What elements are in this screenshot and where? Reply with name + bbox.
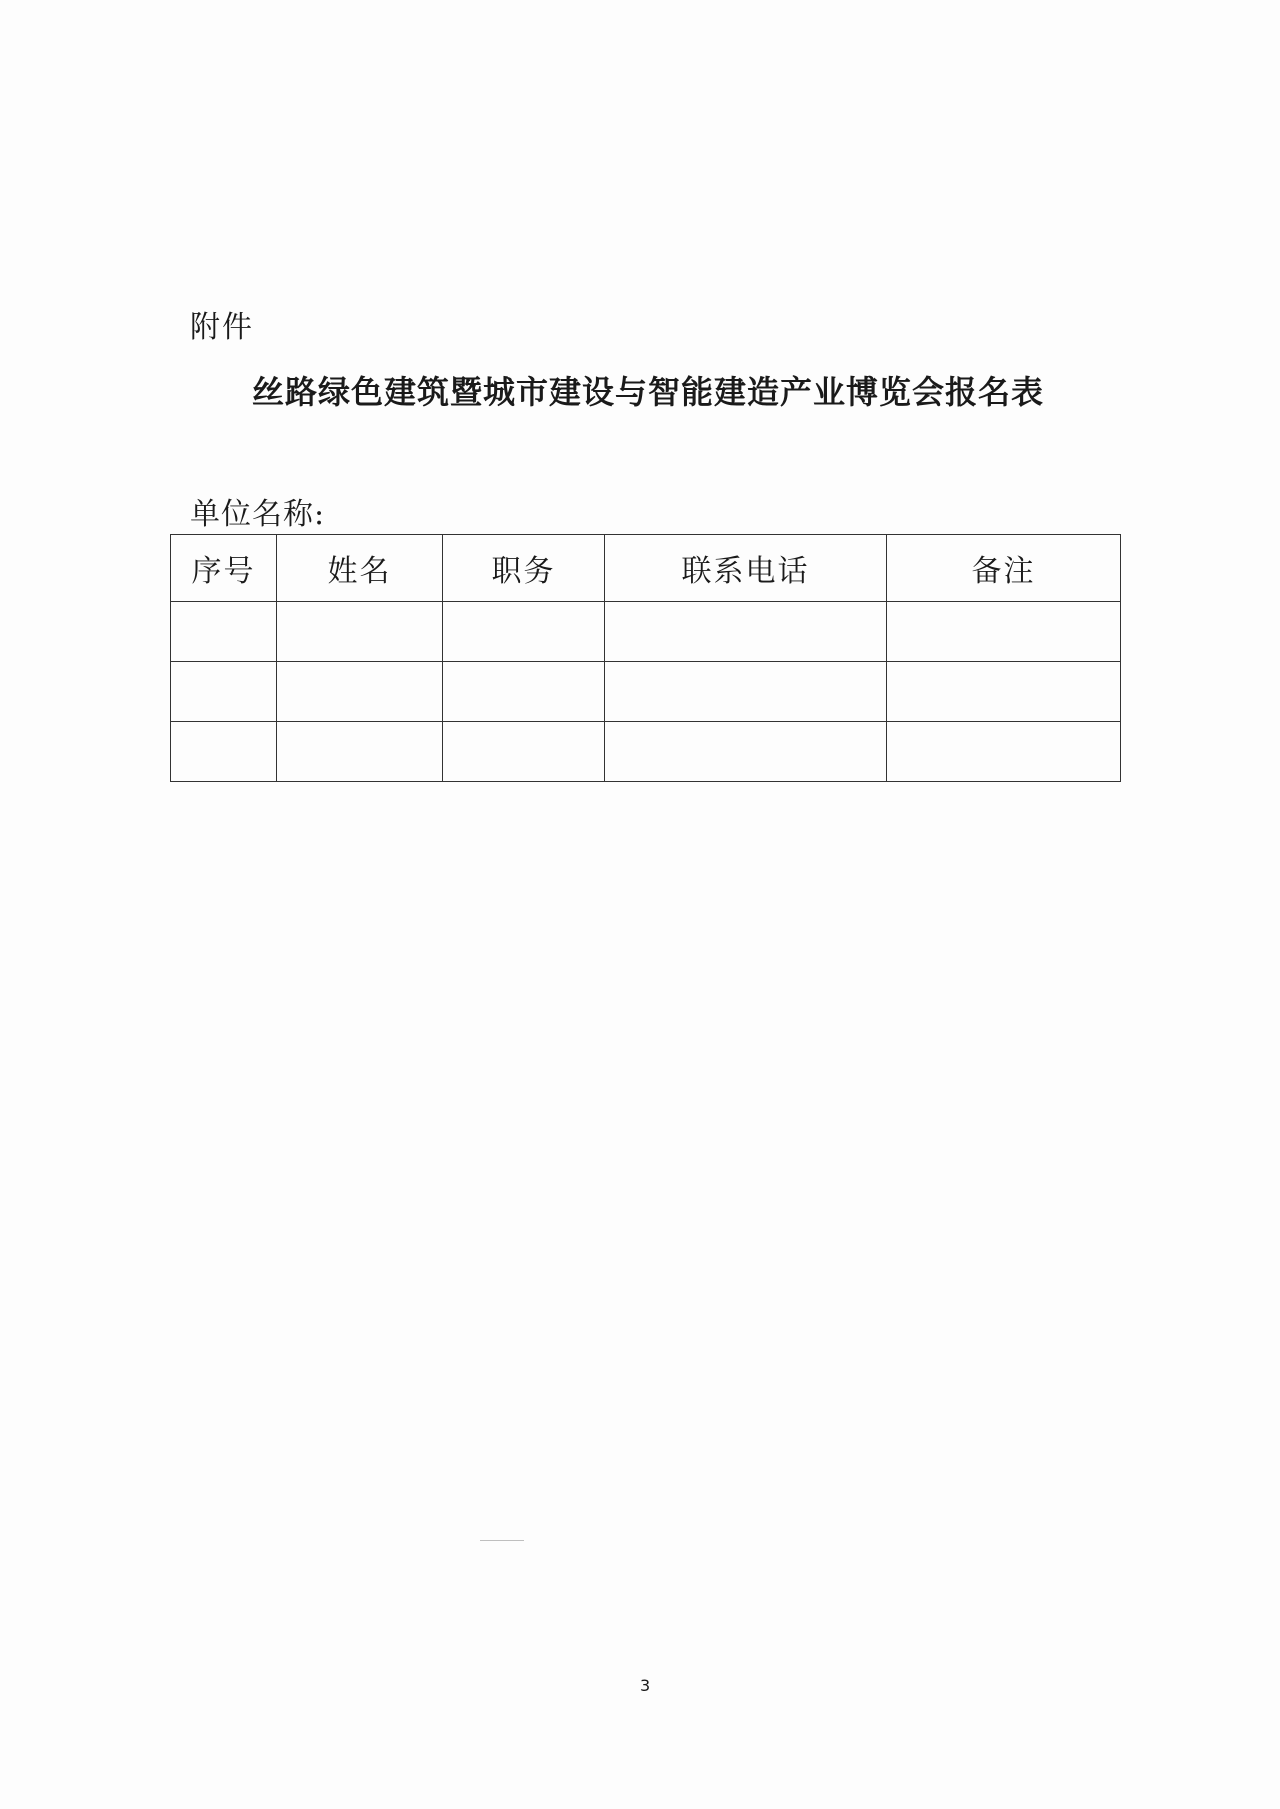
unit-name-label: 单位名称: <box>190 497 326 532</box>
table-cell[interactable] <box>171 722 277 782</box>
column-header-remarks: 备注 <box>887 535 1121 602</box>
table-cell[interactable] <box>605 722 887 782</box>
table-cell[interactable] <box>605 602 887 662</box>
page-number: 3 <box>640 1676 651 1695</box>
table-cell[interactable] <box>443 722 605 782</box>
table-cell[interactable] <box>887 722 1121 782</box>
table-header-row <box>171 535 1121 602</box>
table-row <box>171 602 1121 662</box>
table-cell[interactable] <box>277 602 443 662</box>
table-cell[interactable] <box>171 662 277 722</box>
column-header-position: 职务 <box>443 535 605 602</box>
attachment-label: 附件 <box>190 310 254 345</box>
table-cell[interactable] <box>443 602 605 662</box>
column-header-phone: 联系电话 <box>605 535 887 602</box>
table-row <box>171 722 1121 782</box>
scan-mark-divider <box>480 1540 524 1541</box>
table-row <box>171 662 1121 722</box>
table-cell[interactable] <box>605 662 887 722</box>
registration-table <box>170 534 1121 782</box>
document-title: 丝路绿色建筑暨城市建设与智能建造产业博览会报名表 <box>252 373 1045 411</box>
table-cell[interactable] <box>887 602 1121 662</box>
column-header-name: 姓名 <box>277 535 443 602</box>
column-header-index: 序号 <box>171 535 277 602</box>
table-cell[interactable] <box>171 602 277 662</box>
table-cell[interactable] <box>277 722 443 782</box>
table-cell[interactable] <box>887 662 1121 722</box>
table-cell[interactable] <box>443 662 605 722</box>
table-cell[interactable] <box>277 662 443 722</box>
